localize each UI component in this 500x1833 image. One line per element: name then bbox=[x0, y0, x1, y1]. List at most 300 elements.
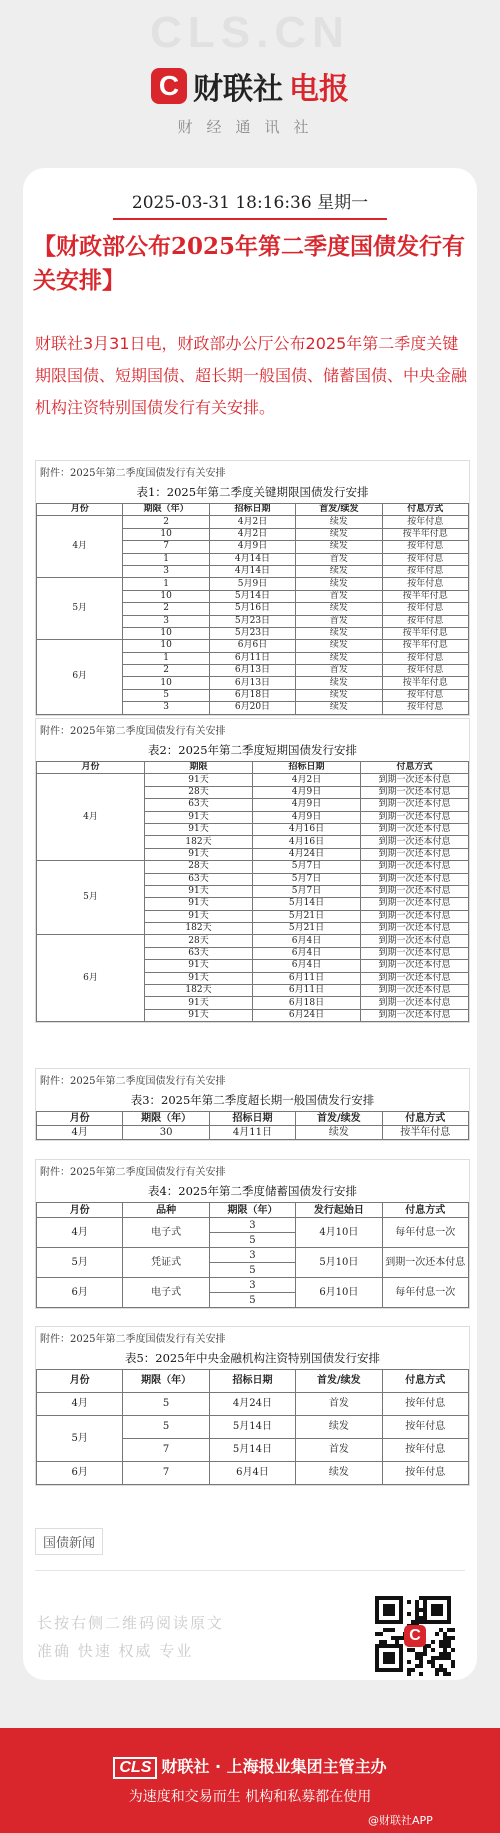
article-headline: 【财政部公布2025年第二季度国债发行有关安排】 bbox=[33, 233, 466, 294]
qr-module bbox=[439, 1664, 443, 1668]
table-cell: 按年付息 bbox=[382, 578, 468, 590]
cls-logo: CLS bbox=[113, 1757, 157, 1779]
table-row bbox=[37, 774, 469, 786]
table-cell: 到期一次还本付息 bbox=[361, 811, 469, 823]
qr-module bbox=[447, 1672, 451, 1676]
table-cell: 到期一次还本付息 bbox=[361, 910, 469, 922]
table3-title: 表3：2025年第二季度超长期一般国债发行安排 bbox=[130, 1093, 375, 1107]
table-cell: 4月 bbox=[37, 1126, 123, 1140]
table-cell: 7 bbox=[123, 1462, 209, 1485]
table-cell: 到期一次还本付息 bbox=[361, 947, 469, 959]
table-cell: 按年付息 bbox=[382, 516, 468, 528]
qr-module bbox=[419, 1652, 423, 1656]
table-cell: 91天 bbox=[145, 774, 253, 786]
table-cell: 按年付息 bbox=[382, 1393, 468, 1416]
table-cell: 续发 bbox=[296, 702, 382, 714]
table-cell: 按年付息 bbox=[382, 689, 468, 701]
table-cell: 10 bbox=[123, 627, 209, 639]
table-header-cell: 月份 bbox=[37, 504, 123, 516]
table-header-cell: 付息方式 bbox=[382, 1203, 468, 1218]
table-cell: 按半年付息 bbox=[382, 640, 468, 652]
table-cell: 5 bbox=[209, 1293, 295, 1308]
table-cell: 到期一次还本付息 bbox=[361, 873, 469, 885]
table-header-cell: 期限（年） bbox=[123, 504, 209, 516]
table-cell: 5月14日 bbox=[209, 1439, 295, 1462]
table-cell: 到期一次还本付息 bbox=[361, 823, 469, 835]
table-cell: 1 bbox=[123, 578, 209, 590]
table-cell: 到期一次还本付息 bbox=[361, 935, 469, 947]
brand-logo-icon: C bbox=[151, 68, 187, 104]
qr-module bbox=[391, 1636, 395, 1640]
table-cell: 续发 bbox=[296, 565, 382, 577]
table2-image bbox=[35, 718, 470, 1023]
table-cell: 91天 bbox=[145, 910, 253, 922]
qr-module bbox=[419, 1664, 423, 1668]
table-cell: 6月 bbox=[37, 935, 145, 1022]
table-cell: 首发 bbox=[296, 615, 382, 627]
table-cell: 凭证式 bbox=[123, 1248, 209, 1278]
qr-module bbox=[419, 1608, 423, 1612]
table-row bbox=[37, 578, 469, 590]
table-header-cell: 首发/续发 bbox=[296, 504, 382, 516]
table-cell: 28天 bbox=[145, 861, 253, 873]
table-cell: 3 bbox=[209, 1248, 295, 1263]
qr-module bbox=[431, 1640, 435, 1644]
table-cell: 每年付息一次 bbox=[382, 1218, 468, 1248]
table-cell: 按半年付息 bbox=[382, 677, 468, 689]
table-cell: 4月14日 bbox=[209, 565, 295, 577]
qr-module bbox=[443, 1668, 447, 1672]
watermark-text: CLS.CN bbox=[150, 8, 350, 57]
table-cell: 91天 bbox=[145, 1009, 253, 1021]
qr-module bbox=[431, 1648, 435, 1652]
attachment-label: 附件：2025年第二季度国债发行有关安排 bbox=[40, 468, 226, 479]
qr-module bbox=[447, 1652, 451, 1656]
table-header-cell: 付息方式 bbox=[361, 762, 469, 774]
qr-module bbox=[443, 1656, 447, 1660]
qr-module bbox=[451, 1628, 455, 1632]
table-header-cell: 招标日期 bbox=[209, 1370, 295, 1393]
qr-module bbox=[415, 1612, 419, 1616]
qr-module bbox=[447, 1656, 451, 1660]
qr-module bbox=[411, 1648, 415, 1652]
qr-code[interactable] bbox=[375, 1596, 455, 1676]
table-cell: 到期一次还本付息 bbox=[361, 923, 469, 935]
table-cell: 182天 bbox=[145, 985, 253, 997]
table-header-cell: 招标日期 bbox=[209, 1112, 295, 1126]
table-cell: 首发 bbox=[296, 665, 382, 677]
date-underline bbox=[113, 218, 387, 220]
table-cell: 3 bbox=[209, 1278, 295, 1293]
table-cell: 63天 bbox=[145, 799, 253, 811]
table-cell: 到期一次还本付息 bbox=[361, 774, 469, 786]
table-cell: 电子式 bbox=[123, 1278, 209, 1308]
table-cell: 5月16日 bbox=[209, 603, 295, 615]
table-cell: 3 bbox=[123, 565, 209, 577]
table-cell: 91天 bbox=[145, 960, 253, 972]
table-cell: 5月 bbox=[37, 861, 145, 935]
qr-module bbox=[439, 1652, 443, 1656]
footer-banner bbox=[0, 1728, 500, 1833]
table1-image bbox=[35, 460, 470, 716]
table-header-cell: 期限（年） bbox=[123, 1112, 209, 1126]
table-cell: 4月 bbox=[37, 1218, 123, 1248]
table1-title: 表1：2025年第二季度关键期限国债发行安排 bbox=[136, 485, 369, 499]
table5 bbox=[36, 1369, 469, 1485]
attachment-label: 附件：2025年第二季度国债发行有关安排 bbox=[40, 1334, 226, 1345]
table-cell: 4月10日 bbox=[296, 1218, 382, 1248]
qr-module bbox=[443, 1644, 447, 1648]
table-cell: 续发 bbox=[296, 640, 382, 652]
table-cell: 到期一次还本付息 bbox=[361, 861, 469, 873]
table-cell: 6月 bbox=[37, 1278, 123, 1308]
footer-publisher: 财联社 · 上海报业集团主管主办 bbox=[161, 1757, 387, 1776]
table-cell: 续发 bbox=[296, 627, 382, 639]
table-cell: 到期一次还本付息 bbox=[361, 997, 469, 1009]
table-cell: 5月 bbox=[37, 578, 123, 640]
table-cell: 6月13日 bbox=[209, 677, 295, 689]
qr-module bbox=[439, 1668, 443, 1672]
footer-slogan: 为速度和交易而生 机构和私募都在使用 bbox=[128, 1789, 372, 1805]
table-cell: 续发 bbox=[296, 689, 382, 701]
table3-image bbox=[35, 1068, 470, 1141]
table-cell: 2 bbox=[123, 603, 209, 615]
qr-module bbox=[407, 1648, 411, 1652]
table-cell: 4月9日 bbox=[209, 541, 295, 553]
table-cell: 到期一次还本付息 bbox=[361, 972, 469, 984]
qr-module bbox=[419, 1656, 423, 1660]
table-cell: 4月11日 bbox=[209, 1126, 295, 1140]
table-cell: 7 bbox=[123, 1439, 209, 1462]
footer-line1 bbox=[0, 1754, 500, 1779]
table-row bbox=[37, 935, 469, 947]
qr-finder-center bbox=[383, 1604, 395, 1616]
qr-module bbox=[443, 1652, 447, 1656]
table-cell: 5 bbox=[123, 689, 209, 701]
qr-module bbox=[435, 1668, 439, 1672]
table-cell: 3 bbox=[123, 615, 209, 627]
table-header-cell: 发行起始日 bbox=[296, 1203, 382, 1218]
table-cell: 按年付息 bbox=[382, 652, 468, 664]
table-cell: 首发 bbox=[296, 553, 382, 565]
table4 bbox=[36, 1202, 469, 1308]
qr-module bbox=[439, 1656, 443, 1660]
qr-module bbox=[451, 1636, 455, 1640]
table-header-cell: 品种 bbox=[123, 1203, 209, 1218]
table-row bbox=[37, 1218, 469, 1233]
table-row bbox=[37, 1278, 469, 1293]
table-cell: 5月 bbox=[37, 1416, 123, 1462]
brand-logo bbox=[0, 64, 500, 108]
table-cell: 5月7日 bbox=[253, 861, 361, 873]
table-cell: 4月9日 bbox=[253, 786, 361, 798]
table-cell: 6月4日 bbox=[209, 1462, 295, 1485]
table-cell: 6月4日 bbox=[253, 960, 361, 972]
table-cell: 91天 bbox=[145, 885, 253, 897]
table-cell: 5月14日 bbox=[209, 1416, 295, 1439]
table-cell: 5月7日 bbox=[253, 873, 361, 885]
table-cell: 91天 bbox=[145, 997, 253, 1009]
table-header-cell: 付息方式 bbox=[382, 1370, 468, 1393]
qr-module bbox=[435, 1656, 439, 1660]
table2 bbox=[36, 761, 469, 1022]
table-cell: 4月9日 bbox=[253, 811, 361, 823]
table5-image bbox=[35, 1326, 470, 1486]
qr-module bbox=[399, 1636, 403, 1640]
table-cell: 4月 bbox=[37, 516, 123, 578]
qr-module bbox=[391, 1628, 395, 1632]
qr-module bbox=[431, 1664, 435, 1668]
article-body: 财联社3月31日电，财政部办公厅公布2025年第二季度关键期限国债、短期国债、超长期一般国债、储蓄国债、中央金融机构注资特别国债发行有关安排。 bbox=[35, 334, 468, 417]
qr-module bbox=[415, 1604, 419, 1608]
table-cell: 91天 bbox=[145, 848, 253, 860]
qr-module bbox=[451, 1664, 455, 1668]
table-cell: 4月 bbox=[37, 774, 145, 861]
table-cell: 续发 bbox=[296, 1416, 382, 1439]
table-cell: 28天 bbox=[145, 935, 253, 947]
qr-module bbox=[407, 1672, 411, 1676]
qr-module bbox=[419, 1660, 423, 1664]
qr-module bbox=[415, 1656, 419, 1660]
attachment-label: 附件：2025年第二季度国债发行有关安排 bbox=[40, 726, 226, 737]
qr-module bbox=[395, 1640, 399, 1644]
table-cell: 按年付息 bbox=[382, 702, 468, 714]
table-cell: 电子式 bbox=[123, 1218, 209, 1248]
table-cell: 91天 bbox=[145, 823, 253, 835]
qr-module bbox=[419, 1616, 423, 1620]
table-cell: 按年付息 bbox=[382, 1439, 468, 1462]
table-header-cell: 招标日期 bbox=[209, 504, 295, 516]
qr-module bbox=[415, 1616, 419, 1620]
table-cell: 首发 bbox=[296, 1439, 382, 1462]
table1 bbox=[36, 503, 469, 715]
table-cell: 6月11日 bbox=[253, 972, 361, 984]
slogan: 准确 快速 权威 专业 bbox=[37, 1642, 194, 1660]
table-header-cell: 月份 bbox=[37, 762, 145, 774]
qr-module bbox=[447, 1644, 451, 1648]
qr-module bbox=[379, 1640, 383, 1644]
news-tag[interactable]: 国债新闻 bbox=[35, 1528, 103, 1555]
table-row bbox=[37, 1248, 469, 1263]
table-cell: 续发 bbox=[296, 603, 382, 615]
table-cell: 按半年付息 bbox=[382, 627, 468, 639]
qr-module bbox=[447, 1640, 451, 1644]
table-cell: 到期一次还本付息 bbox=[361, 1009, 469, 1021]
table-row bbox=[37, 1393, 469, 1416]
table-cell: 6月 bbox=[37, 640, 123, 714]
qr-module bbox=[451, 1648, 455, 1652]
table-row bbox=[37, 640, 469, 652]
qr-module bbox=[407, 1668, 411, 1672]
table-cell: 63天 bbox=[145, 873, 253, 885]
table-cell: 10 bbox=[123, 590, 209, 602]
table-cell: 5 bbox=[209, 1233, 295, 1248]
table-cell: 182天 bbox=[145, 836, 253, 848]
table-cell: 6月11日 bbox=[209, 652, 295, 664]
table-cell: 4月16日 bbox=[253, 823, 361, 835]
table-row bbox=[37, 516, 469, 528]
table-cell: 按年付息 bbox=[382, 1462, 468, 1485]
table-cell: 到期一次还本付息 bbox=[361, 960, 469, 972]
table-cell: 6月4日 bbox=[253, 935, 361, 947]
table-cell: 3 bbox=[123, 702, 209, 714]
table-cell: 按年付息 bbox=[382, 1416, 468, 1439]
table-cell: 91天 bbox=[145, 972, 253, 984]
qr-module bbox=[387, 1628, 391, 1632]
qr-module bbox=[451, 1660, 455, 1664]
qr-hint: 长按右侧二维码阅读原文 bbox=[37, 1614, 225, 1632]
table-cell: 6月10日 bbox=[296, 1278, 382, 1308]
table-cell: 首发 bbox=[296, 1393, 382, 1416]
qr-module bbox=[439, 1628, 443, 1632]
table-cell: 按年付息 bbox=[382, 665, 468, 677]
qr-module bbox=[423, 1652, 427, 1656]
table5-title: 表5：2025年中央金融机构注资特别国债发行安排 bbox=[124, 1351, 381, 1365]
table-cell: 续发 bbox=[296, 1126, 382, 1140]
qr-module bbox=[411, 1668, 415, 1672]
table-cell: 5 bbox=[123, 1416, 209, 1439]
qr-module bbox=[407, 1612, 411, 1616]
table-cell: 按年付息 bbox=[382, 615, 468, 627]
qr-module bbox=[423, 1648, 427, 1652]
table-cell: 按半年付息 bbox=[382, 528, 468, 540]
table-cell: 10 bbox=[123, 677, 209, 689]
table4-title: 表4：2025年第二季度储蓄国债发行安排 bbox=[147, 1184, 358, 1198]
table-header-cell: 月份 bbox=[37, 1370, 123, 1393]
qr-module bbox=[407, 1660, 411, 1664]
table-cell: 6月18日 bbox=[209, 689, 295, 701]
qr-module bbox=[443, 1640, 447, 1644]
table-cell: 按年付息 bbox=[382, 565, 468, 577]
qr-module bbox=[447, 1628, 451, 1632]
table-cell: 按年付息 bbox=[382, 553, 468, 565]
table-cell: 4月2日 bbox=[209, 516, 295, 528]
qr-module bbox=[419, 1620, 423, 1624]
brand-name-highlight: 电报 bbox=[289, 72, 349, 107]
qr-module bbox=[383, 1628, 387, 1632]
table-cell: 5月21日 bbox=[253, 910, 361, 922]
table-cell: 每年付息一次 bbox=[382, 1278, 468, 1308]
brand-subtitle: 财经通讯社 bbox=[177, 118, 323, 136]
qr-module bbox=[431, 1660, 435, 1664]
table-cell: 6月13日 bbox=[209, 665, 295, 677]
table-cell: 5月14日 bbox=[253, 898, 361, 910]
table-cell: 4月 bbox=[37, 1393, 123, 1416]
table-cell: 4月24日 bbox=[253, 848, 361, 860]
table-cell: 6月20日 bbox=[209, 702, 295, 714]
table-cell: 2 bbox=[123, 516, 209, 528]
qr-module bbox=[415, 1620, 419, 1624]
table-row bbox=[37, 1126, 469, 1140]
table-cell: 续发 bbox=[296, 652, 382, 664]
table-cell: 续发 bbox=[296, 541, 382, 553]
table-cell: 按年付息 bbox=[382, 603, 468, 615]
table-cell: 2 bbox=[123, 665, 209, 677]
qr-module bbox=[439, 1640, 443, 1644]
qr-module bbox=[419, 1672, 423, 1676]
qr-logo-icon: C bbox=[404, 1625, 426, 1647]
table-cell: 3 bbox=[209, 1218, 295, 1233]
table-row bbox=[37, 1416, 469, 1439]
attachment-label: 附件：2025年第二季度国债发行有关安排 bbox=[40, 1076, 226, 1087]
table-cell: 到期一次还本付息 bbox=[382, 1248, 468, 1278]
table-cell: 5月10日 bbox=[296, 1248, 382, 1278]
table-cell: 5月21日 bbox=[253, 923, 361, 935]
divider bbox=[35, 1570, 465, 1571]
qr-module bbox=[439, 1644, 443, 1648]
table-cell: 4月16日 bbox=[253, 836, 361, 848]
table-cell: 5月23日 bbox=[209, 615, 295, 627]
table-cell: 续发 bbox=[296, 516, 382, 528]
qr-module bbox=[443, 1632, 447, 1636]
table-cell: 30 bbox=[123, 1126, 209, 1140]
table-cell: 到期一次还本付息 bbox=[361, 985, 469, 997]
qr-module bbox=[415, 1664, 419, 1668]
qr-module bbox=[415, 1600, 419, 1604]
table-cell: 4月2日 bbox=[253, 774, 361, 786]
table-cell: 按半年付息 bbox=[382, 1126, 468, 1140]
table-cell: 到期一次还本付息 bbox=[361, 786, 469, 798]
table-cell: 7 bbox=[123, 541, 209, 553]
table-cell: 6月6日 bbox=[209, 640, 295, 652]
table-cell: 5月9日 bbox=[209, 578, 295, 590]
table3 bbox=[36, 1111, 469, 1140]
table-cell: 首发 bbox=[296, 590, 382, 602]
table-cell: 10 bbox=[123, 640, 209, 652]
qr-module bbox=[383, 1640, 387, 1644]
qr-module bbox=[427, 1644, 431, 1648]
table-row bbox=[37, 1462, 469, 1485]
table-header-cell: 期限 bbox=[145, 762, 253, 774]
table-cell: 5月23日 bbox=[209, 627, 295, 639]
qr-module bbox=[447, 1636, 451, 1640]
qr-module bbox=[379, 1632, 383, 1636]
table-cell: 1 bbox=[123, 553, 209, 565]
table-cell: 4月9日 bbox=[253, 799, 361, 811]
qr-module bbox=[431, 1656, 435, 1660]
table-header-cell: 期限（年） bbox=[209, 1203, 295, 1218]
qr-module bbox=[407, 1600, 411, 1604]
table-cell: 到期一次还本付息 bbox=[361, 885, 469, 897]
table-cell: 到期一次还本付息 bbox=[361, 898, 469, 910]
table-cell: 按半年付息 bbox=[382, 590, 468, 602]
table-cell: 按年付息 bbox=[382, 541, 468, 553]
table-cell: 6月11日 bbox=[253, 985, 361, 997]
table-cell: 续发 bbox=[296, 578, 382, 590]
qr-module bbox=[435, 1672, 439, 1676]
qr-module bbox=[415, 1652, 419, 1656]
table-header-cell: 首发/续发 bbox=[296, 1370, 382, 1393]
table-cell: 续发 bbox=[296, 1462, 382, 1485]
table-cell: 续发 bbox=[296, 528, 382, 540]
table-cell: 到期一次还本付息 bbox=[361, 848, 469, 860]
table-cell: 4月14日 bbox=[209, 553, 295, 565]
brand-name: 财联社 bbox=[193, 72, 283, 107]
table-cell: 1 bbox=[123, 652, 209, 664]
weibo-handle: @财联社APP bbox=[368, 1814, 433, 1827]
qr-module bbox=[427, 1660, 431, 1664]
table-header-cell: 月份 bbox=[37, 1203, 123, 1218]
qr-module bbox=[395, 1636, 399, 1640]
qr-module bbox=[419, 1596, 423, 1600]
table-cell: 到期一次还本付息 bbox=[361, 799, 469, 811]
table-cell: 5 bbox=[209, 1263, 295, 1278]
table-cell: 10 bbox=[123, 528, 209, 540]
qr-module bbox=[443, 1636, 447, 1640]
table-cell: 5月14日 bbox=[209, 590, 295, 602]
table-header-cell: 期限（年） bbox=[123, 1370, 209, 1393]
table-cell: 5 bbox=[123, 1393, 209, 1416]
